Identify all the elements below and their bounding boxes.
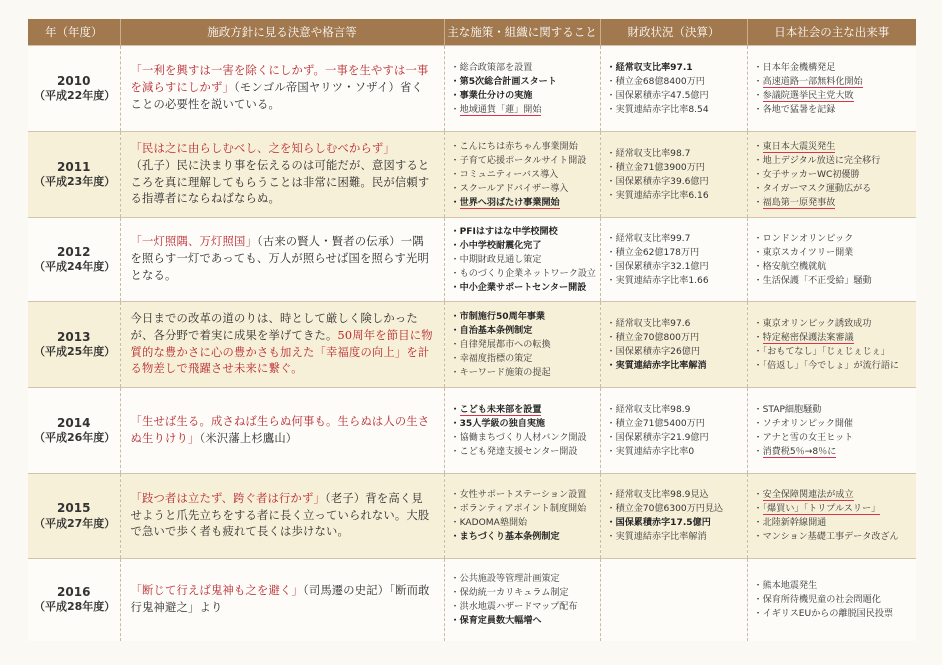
policy-list <box>451 225 597 295</box>
event-item-text: アナと雪の女王ヒット <box>762 432 854 443</box>
table-row <box>28 218 916 302</box>
finance-item-text: 国保累積赤字17.5億円 <box>615 518 711 528</box>
event-item-text: 日本年金機構発足 <box>762 62 836 73</box>
header-policy: 主な施策・組織に関すること <box>444 19 600 46</box>
event-list <box>754 140 911 210</box>
event-item <box>754 417 911 431</box>
event-item <box>754 196 911 210</box>
motto-text: （古来の賢人・賢者の伝承） <box>256 235 401 249</box>
event-item-text: 熊本地震発生 <box>762 580 818 591</box>
finance-item <box>607 246 741 260</box>
policy-item <box>451 502 594 516</box>
motto-cell <box>120 132 444 218</box>
event-item-text: マンション基礎工事データ改ざん <box>762 532 899 542</box>
events-cell <box>747 388 916 474</box>
policy-item <box>451 61 594 75</box>
header-year: 年（年度） <box>28 19 120 46</box>
event-list <box>754 403 911 459</box>
policy-item <box>451 338 594 352</box>
event-item-text: 消費税5％→8％に <box>762 446 837 457</box>
events-cell <box>747 559 916 641</box>
table-row <box>28 302 916 388</box>
event-item-text: 「倍返し」「今でしょ」が流行語に <box>762 360 900 371</box>
finance-item <box>607 359 741 373</box>
policy-item-text: 自治基本条例制定 <box>459 325 533 336</box>
header-finance: 財政状況（決算） <box>600 19 747 46</box>
event-item <box>754 182 911 196</box>
event-list <box>754 232 911 288</box>
year-number: 2013 <box>57 329 91 344</box>
event-item <box>754 530 911 544</box>
finance-cell <box>600 302 747 388</box>
policy-item-text: こども未来部を設置 <box>459 404 542 415</box>
motto-cell <box>120 474 444 559</box>
event-item <box>754 607 911 621</box>
policy-item-text: こども発達支援センター開設 <box>459 446 578 457</box>
year-cell <box>28 474 120 559</box>
policy-item-text: 地域通貨「蓮」開始 <box>459 104 542 115</box>
policy-item <box>451 572 594 586</box>
policy-item <box>451 239 594 253</box>
event-item <box>754 488 911 502</box>
policy-item <box>451 586 594 600</box>
finance-item <box>607 61 741 75</box>
finance-item <box>607 89 741 103</box>
event-item <box>754 232 911 246</box>
finance-item-text: 経常収支比率98.9 <box>615 404 691 415</box>
event-item <box>754 274 911 288</box>
motto-quote: 「一利を興すは一害を除くにしかず。一事を生やすは一事を減らすにしかず」 <box>130 64 429 95</box>
event-item <box>754 89 911 103</box>
finance-item-text: 積立金62億178万円 <box>615 247 700 258</box>
finance-item <box>607 232 741 246</box>
policy-item <box>451 431 594 445</box>
year-number: 2012 <box>57 244 91 259</box>
finance-cell <box>600 218 747 302</box>
finance-item-text: 実質連結赤字比率1.66 <box>615 275 709 286</box>
policy-list <box>451 572 594 628</box>
year-era: （平成28年度） <box>34 600 116 614</box>
finance-cell <box>600 474 747 559</box>
event-item-text: ロンドンオリンピック <box>762 233 854 244</box>
policy-item <box>451 530 594 544</box>
year-cell <box>28 302 120 388</box>
policy-item-text: 保幼統一カリキュラム制定 <box>459 587 569 598</box>
year-number: 2010 <box>57 73 91 88</box>
finance-item <box>607 530 741 544</box>
event-item <box>754 345 911 359</box>
year-cell <box>28 132 120 218</box>
motto-quote: 「民は之に由らしむべし、之を知らしむべからず」 <box>130 142 395 156</box>
policy-list <box>451 61 594 117</box>
policy-item-text: 幸福度指標の策定 <box>459 353 533 364</box>
event-item-text: 北陸新幹線開通 <box>762 518 827 528</box>
motto-text: （孔子） <box>130 158 177 172</box>
header-row <box>28 19 916 46</box>
finance-cell <box>600 388 747 474</box>
policy-item-text: 事業仕分けの実施 <box>459 90 533 101</box>
event-item-text: ソチオリンピック開催 <box>762 418 854 429</box>
year-number: 2015 <box>57 501 91 516</box>
timeline-table <box>28 19 916 641</box>
finance-item <box>607 260 741 274</box>
finance-item <box>607 103 741 117</box>
event-item <box>754 260 911 274</box>
events-cell <box>747 132 916 218</box>
finance-item-text: 積立金70億800万円 <box>615 332 700 343</box>
motto-cell <box>120 559 444 641</box>
header-events: 日本社会の主な出来事 <box>747 19 916 46</box>
event-item <box>754 75 911 89</box>
event-item-text: 格安航空機就航 <box>762 261 827 272</box>
policy-item <box>451 403 594 417</box>
event-item-text: 参議院選挙民主党大敗 <box>762 90 854 101</box>
event-item-text: 特定秘密保護法案審議 <box>762 332 854 343</box>
event-item-text: 東京オリンピック誘致成功 <box>762 318 872 329</box>
finance-item <box>607 445 741 459</box>
policy-item <box>451 253 594 267</box>
policy-list <box>451 488 594 544</box>
event-item <box>754 359 911 373</box>
finance-list <box>607 61 741 117</box>
finance-item <box>607 189 741 203</box>
finance-item <box>607 147 741 161</box>
finance-item-text: 実質連結赤字比率解消 <box>615 532 707 542</box>
policy-item <box>451 168 594 182</box>
finance-item-text: 積立金68億8400万円 <box>615 76 705 87</box>
policy-item-text: こんにちは赤ちゃん事業開始 <box>459 141 578 152</box>
policy-item-text: キーワード施策の提起 <box>459 367 551 378</box>
event-item <box>754 246 911 260</box>
motto-cell <box>120 302 444 388</box>
finance-item-text: 国保累積赤字47.5億円 <box>615 90 709 101</box>
policy-list <box>451 140 594 210</box>
finance-list <box>607 488 741 544</box>
policy-cell <box>444 474 600 559</box>
policy-item-text: 洪水地震ハザードマップ配布 <box>459 601 578 612</box>
motto-cell <box>120 388 444 474</box>
motto-cell <box>120 218 444 302</box>
event-item <box>754 502 911 516</box>
policy-item-text: ものづくり企業ネットワーク設立 <box>459 268 597 279</box>
event-item <box>754 579 911 593</box>
event-item-text: 女子サッカーWC初優勝 <box>762 169 860 180</box>
policy-item <box>451 140 594 154</box>
event-list <box>754 488 911 544</box>
policy-cell <box>444 132 600 218</box>
policy-item-text: 中小企業サポートセンター開設 <box>459 282 587 293</box>
finance-item-text: 積立金71億3900万円 <box>615 162 705 173</box>
policy-item-text: PFIはすはな中学校開校 <box>459 226 558 237</box>
year-number: 2011 <box>57 159 91 174</box>
header-motto: 施政方針に見る決意や格言等 <box>120 19 444 46</box>
finance-item-text: 経常収支比率97.6 <box>615 318 691 329</box>
policy-cell <box>444 559 600 641</box>
policy-item-text: 中期財政見通し策定 <box>459 254 542 265</box>
finance-item <box>607 161 741 175</box>
finance-item <box>607 75 741 89</box>
motto-quote: 「断じて行えば鬼神も之を避く」 <box>130 584 303 598</box>
event-item <box>754 593 911 607</box>
motto-text: （老子） <box>325 491 366 505</box>
motto-quote: 「一灯照隅、万灯照国」 <box>130 235 257 249</box>
policy-item-text: 市制施行50周年事業 <box>459 311 546 322</box>
finance-item <box>607 431 741 445</box>
finance-item <box>607 488 741 502</box>
finance-item <box>607 417 741 431</box>
policy-cell <box>444 388 600 474</box>
timeline-body <box>28 46 916 641</box>
event-list <box>754 317 911 373</box>
motto-text: （米沢藩上杉鷹山） <box>199 431 298 445</box>
event-item <box>754 168 911 182</box>
year-cell <box>28 559 120 641</box>
finance-item-text: 実質連結赤字比率8.54 <box>615 104 709 115</box>
year-era: （平成22年度） <box>34 89 116 103</box>
policy-item-text: 世界へ羽ばたけ事業開始 <box>459 197 560 208</box>
event-item <box>754 431 911 445</box>
policy-item-text: 小中学校耐震化完了 <box>459 240 542 251</box>
table-row <box>28 388 916 474</box>
event-item-text: STAP細胞騒動 <box>762 404 822 415</box>
finance-item-text: 国保累積赤字32.1億円 <box>615 261 709 272</box>
policy-item <box>451 196 594 210</box>
policy-cell <box>444 302 600 388</box>
policy-item <box>451 516 594 530</box>
motto-text: （司馬遷の史記）「断而敢行鬼神避之」より <box>130 584 430 614</box>
finance-item <box>607 331 741 345</box>
finance-cell <box>600 46 747 132</box>
motto-text: 今日までの改革の道のりは、時として厳しく険しかったが、各分野で着実に成果を挙げてきた。 <box>130 312 418 342</box>
policy-item-text: 総合政策部を設置 <box>459 62 533 73</box>
events-cell <box>747 474 916 559</box>
event-item-text: 生活保護「不正受給」騒動 <box>762 275 872 286</box>
policy-item <box>451 614 594 628</box>
event-list <box>754 579 911 621</box>
year-era: （平成23年度） <box>34 175 116 189</box>
event-item-text: タイガーマスク運動広がる <box>762 183 872 194</box>
policy-item-text: 公共施設等管理計画策定 <box>459 573 560 584</box>
finance-item-text: 積立金71億5400万円 <box>615 418 705 429</box>
motto-cell <box>120 46 444 132</box>
finance-item-text: 実質連結赤字比率解消 <box>615 360 707 371</box>
policy-item-text: コミュニティーバス導入 <box>459 169 559 180</box>
year-era: （平成25年度） <box>34 345 116 359</box>
finance-item-text: 経常収支比率98.9見込 <box>615 490 709 500</box>
finance-item <box>607 345 741 359</box>
year-era: （平成27年度） <box>34 516 116 530</box>
policy-item <box>451 310 594 324</box>
motto-text: （モンゴル帝国ヤリツ・ソザイ） <box>233 81 400 95</box>
event-item <box>754 516 911 530</box>
motto-quote: 「跂つ者は立たず、跨ぐ者は行かず」 <box>130 491 326 505</box>
policy-item <box>451 154 594 168</box>
table-row <box>28 474 916 559</box>
policy-item-text: KADOMA塾開始 <box>459 518 528 528</box>
event-item-text: 地上デジタル放送に完全移行 <box>762 155 881 166</box>
finance-item-text: 実質連結赤字比率6.16 <box>615 190 709 201</box>
events-cell <box>747 46 916 132</box>
event-item-text: 東日本大震災発生 <box>762 141 836 152</box>
finance-cell <box>600 559 747 641</box>
finance-item <box>607 317 741 331</box>
finance-list <box>607 403 741 459</box>
event-item <box>754 140 911 154</box>
policy-item <box>451 417 594 431</box>
finance-item <box>607 502 741 516</box>
policy-item <box>451 352 594 366</box>
table-row <box>28 46 916 132</box>
event-item-text: 福島第一原発事故 <box>762 197 836 208</box>
motto-text: 一隅を照らす一灯であっても、万人が照らせば国を照らす光明となる。 <box>130 235 429 282</box>
event-item-text: 高速道路一部無料化開始 <box>762 76 863 87</box>
motto-quote: 「生せば生る。成さねば生らぬ何事も。生らぬは人の生さぬ生りけり」 <box>130 414 430 445</box>
finance-item-text: 積立金70億6300万円見込 <box>615 504 724 514</box>
finance-item-text: 国保累積赤字26億円 <box>615 346 700 357</box>
finance-item <box>607 274 741 288</box>
finance-item-text: 経常収支比率99.7 <box>615 233 691 244</box>
policy-cell <box>444 46 600 132</box>
event-item-text: 安全保障関連法が成立 <box>762 490 854 500</box>
motto-text: 背を高く見せようと爪先立ちをする者に長く立っていられない。大股で急いで歩く者も疲れて長くは歩けない。 <box>130 491 430 539</box>
policy-item <box>451 267 597 281</box>
policy-item-text: ボランティアポイント制度開始 <box>459 504 587 514</box>
event-item-text: 各地で猛暑を記録 <box>762 104 836 115</box>
policy-item <box>451 182 594 196</box>
policy-item <box>451 600 594 614</box>
policy-item-text: まちづくり基本条例制定 <box>459 532 560 542</box>
finance-cell <box>600 132 747 218</box>
event-item-text: 保育所待機児童の社会問題化 <box>762 594 881 605</box>
event-item-text: イギリスEUからの離脱国民投票 <box>762 608 894 619</box>
event-item <box>754 103 911 117</box>
policy-item <box>451 366 594 380</box>
event-item <box>754 317 911 331</box>
events-cell <box>747 302 916 388</box>
motto-text: 省くことの必要性を説いている。 <box>130 81 423 111</box>
finance-item-text: 国保累積赤字39.6億円 <box>615 176 709 187</box>
year-cell <box>28 388 120 474</box>
event-item <box>754 61 911 75</box>
policy-list <box>451 403 594 459</box>
event-list <box>754 61 911 117</box>
year-number: 2016 <box>57 585 91 600</box>
event-item <box>754 403 911 417</box>
event-item-text: 「おもてなし」「じぇじぇじぇ」 <box>762 346 890 357</box>
event-item <box>754 445 911 459</box>
year-cell <box>28 218 120 302</box>
table-row <box>28 559 916 641</box>
finance-item <box>607 516 741 530</box>
policy-cell <box>444 218 600 302</box>
finance-item-text: 国保累積赤字21.9億円 <box>615 432 709 443</box>
year-cell <box>28 46 120 132</box>
motto-quote: 50周年を節目に物質的な豊かさに心の豊かさも加えた「幸福度の向上」を計る物差しで飛躍させ未来に繋ぐ。 <box>130 328 433 376</box>
policy-item-text: 35人学級の独自実施 <box>459 418 546 429</box>
year-number: 2014 <box>57 415 91 430</box>
policy-item <box>451 225 594 239</box>
policy-item <box>451 103 594 117</box>
event-item <box>754 331 911 345</box>
policy-item-text: 女性サポートステーション設置 <box>459 490 587 500</box>
event-item-text: 東京スカイツリー開業 <box>762 247 854 258</box>
policy-item <box>451 75 594 89</box>
finance-item <box>607 403 741 417</box>
policy-item-text: 第5次総合計画スタート <box>459 76 557 87</box>
policy-item <box>451 445 594 459</box>
policy-list <box>451 310 594 380</box>
finance-list <box>607 232 741 288</box>
finance-list <box>607 147 741 203</box>
finance-item-text: 経常収支比率97.1 <box>615 62 693 73</box>
finance-item <box>607 175 741 189</box>
finance-item-text: 経常収支比率98.7 <box>615 148 691 159</box>
policy-item <box>451 488 594 502</box>
table-row <box>28 132 916 218</box>
policy-item-text: スクールアドバイザー導入 <box>459 183 569 194</box>
year-era: （平成26年度） <box>34 431 116 445</box>
policy-item-text: 子育て応援ポータルサイト開設 <box>459 155 587 166</box>
events-cell <box>747 218 916 302</box>
policy-item <box>451 89 594 103</box>
policy-item-text: 自律発展都市への転換 <box>459 339 551 350</box>
policy-item <box>451 324 594 338</box>
year-era: （平成24年度） <box>34 260 116 274</box>
event-item-text: 「爆買い」「トリプルスリー」 <box>762 504 881 514</box>
finance-list <box>607 317 741 373</box>
motto-text: 民に決まり事を伝えるのは可能だが、意図するところを真に理解してもらうことは非常に困難。民が信頼する指導者にならねばならぬ。 <box>130 158 430 206</box>
event-item <box>754 154 911 168</box>
policy-item-text: 保育定員数大幅増へ <box>459 615 542 626</box>
policy-item-text: 協働まちづくり人材バンク開設 <box>459 432 587 443</box>
policy-item <box>451 281 594 295</box>
finance-item-text: 実質連結赤字比率0 <box>615 446 695 457</box>
